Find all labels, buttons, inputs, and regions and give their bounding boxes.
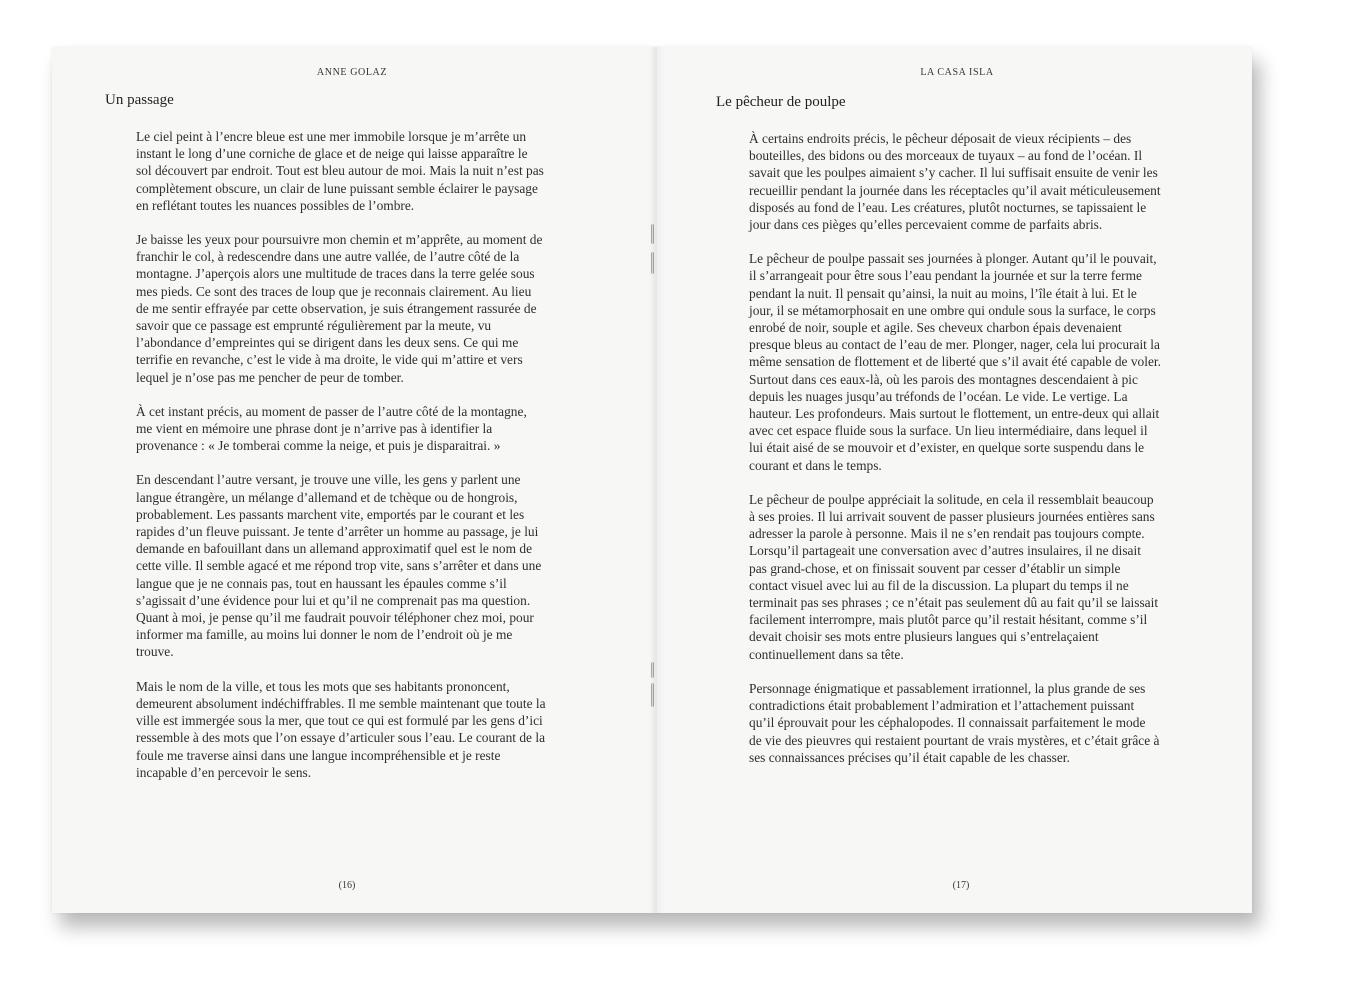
paragraph: Personnage énigmatique et passablement irrationnel, la plus grande de ses contradictions était probablement l’admiration et l’attachement puissant qu’il éprouvait pour les céphalopodes. Il connaissait parfaitement le mode de vie des pieuvres qui restaient pourtant de vrais mystères, et c’était grâce à ses connaissances précises qu’il était capable de les chasser. bbox=[749, 680, 1160, 765]
book-spread bbox=[52, 47, 1252, 913]
body-text bbox=[749, 130, 1161, 783]
chapter-title: Le pêcheur de poulpe bbox=[716, 94, 846, 110]
paragraph: À cet instant précis, au moment de passer de l’autre côté de la montagne, me vient en mémoire une phrase dont je n’arrive pas à identifier la provenance : « Je tomberai comme la neige, et puis je disparaitrai. » bbox=[136, 403, 527, 454]
body-text bbox=[136, 128, 546, 798]
paragraph: Mais le nom de la ville, et tous les mots que ses habitants prononcent, demeurent absolument indéchiffrables. Il me semble maintenant que toute la ville est immergée sous la mer, que tout ce qui est formulé par les gens d’ici ressemble à des mots que l’on essaye d’articuler sous l’eau. Le courant de la foule me traverse ainsi dans une langue incompréhensible et je reste incapable d’en percevoir le sens. bbox=[136, 678, 546, 780]
paragraph: Le pêcheur de poulpe passait ses journées à plonger. Autant qu’il le pouvait, il s’arrangeait pour être sous l’eau pendant la journée et sur la terre ferme pendant la nuit. Il pensait qu’ainsi, la nuit au moins, l’île était à lui. Et le jour, il se métamorphosait en une ombre qui ondule sous la surface, le corps enrobé de noir, souple et agile. Ses cheveux charbon épais devenaient presque bleus au contact de l’eau de mer. Plonger, nager, cela lui procurait la même sensation de flottement et de liberté que s’il avait été capable de voler. Surtout dans ces eaux-là, où les parois des montagnes descendaient à pic depuis les nuages jusqu’au tréfonds de l’océan. Le vide. Le vertige. La hauteur. Les profondeurs. Mais surtout le flottement, un entre-deux qui allait avec cet espace fluide sous la surface. Un lieu intermédiaire, dans lequel il lui était aisé de se mouvoir et d’exister, en quelque sorte suspendu dans le courant et dans le temps. bbox=[749, 251, 1161, 473]
page-number: (17) bbox=[952, 880, 970, 891]
running-head-book-title: LA CASA ISLA bbox=[920, 67, 994, 78]
paragraph: À certains endroits précis, le pêcheur déposait de vieux récipients – des bouteilles, des bidons ou des morceaux de tuyaux – au fond de l’océan. Il savait que les poulpes aimaient s’y cacher. Il lui suffisait ensuite de venir les recueillir pendant la journée dans les réceptacles qu’il avait méticuleusement disposés au fond de l’eau. Les créatures, plutôt nocturnes, se tapissaient le jour dans ces pièges qu’elles percevaient comme de parfaits abris. bbox=[749, 131, 1161, 233]
paragraph: En descendant l’autre versant, je trouve une ville, les gens y parlent une langue étrangère, un mélange d’allemand et de tchèque ou de hongrois, probablement. Les passants marchent vite, emportés par le courant et les rapides d’un fleuve puissant. Je tente d’arrêter un homme au passage, je lui demande en bafouillant dans un allemand approximatif quel est le nom de cette ville. Il semble agacé et me répond trop vite, sans s’arrêter et dans une langue que je ne connais pas, tout en haussant les épaules comme s’il s’agissait d’une évidence pour lui et qu’il ne comprenait pas ma question. Quant à moi, je pense qu’il me faudrait pouvoir téléphoner chez moi, pour informer ma famille, au moins lui donner le nom de l’endroit où je me trouve. bbox=[136, 472, 542, 660]
running-head-author: ANNE GOLAZ bbox=[316, 67, 388, 78]
chapter-title: Un passage bbox=[105, 92, 174, 108]
paragraph: Le ciel peint à l’encre bleue est une mer immobile lorsque je m’arrête un instant le long d’une corniche de glace et de neige qui laisse apparaître le sol découvert par endroit. Tout est bleu autour de moi. Mais la nuit n’est pas complètement obscure, un clair de lune puissant semble éclairer le paysage en reflétant toutes les nuances possibles de l’ombre. bbox=[136, 129, 544, 213]
paragraph: Le pêcheur de poulpe appréciait la solitude, en cela il ressemblait beaucoup à ses proies. Il lui arrivait souvent de passer plusieurs journées entières sans adresser la parole à personne. Mais il ne s’en rendait pas toujours compte. Lorsqu’il partageait une conversation avec d’autres insulaires, il ne disait pas grand-chose, et on finissait souvent par cesser d’établir un simple contact visuel avec lui au fil de la discussion. La plupart du temps il ne terminait pas ses phrases ; ce n’était pas seulement dû au fait qu’il se laissait facilement interrompre, mais plutôt parce qu’il restait hésitant, comme s’il devait choisir ses mots entre plusieurs langues qui s’entrelaçaient continuellement dans sa tête. bbox=[749, 491, 1159, 662]
left-page bbox=[52, 47, 652, 913]
page-number: (16) bbox=[338, 880, 356, 891]
right-page bbox=[662, 47, 1252, 913]
paragraph: Je baisse les yeux pour poursuivre mon chemin et m’apprête, au moment de franchir le col, à redescendre dans une autre vallée, de l’autre côté de la montagne. J’aperçois alors une multitude de traces dans la terre gelée sous mes pieds. Ce sont des traces de loup que je reconnais clairement. Au lieu de me sentir effrayée par cette observation, je suis étrangement rassurée de savoir que ce passage est emprunté régulièrement par la meute, vu l’abondance d’empreintes qui se dirigent dans les deux sens. Ce qui me terrifie en revanche, c’est le vide à ma droite, le vide qui m’attire et vers lequel je n’ose pas me pencher de peur de tomber. bbox=[136, 232, 543, 385]
